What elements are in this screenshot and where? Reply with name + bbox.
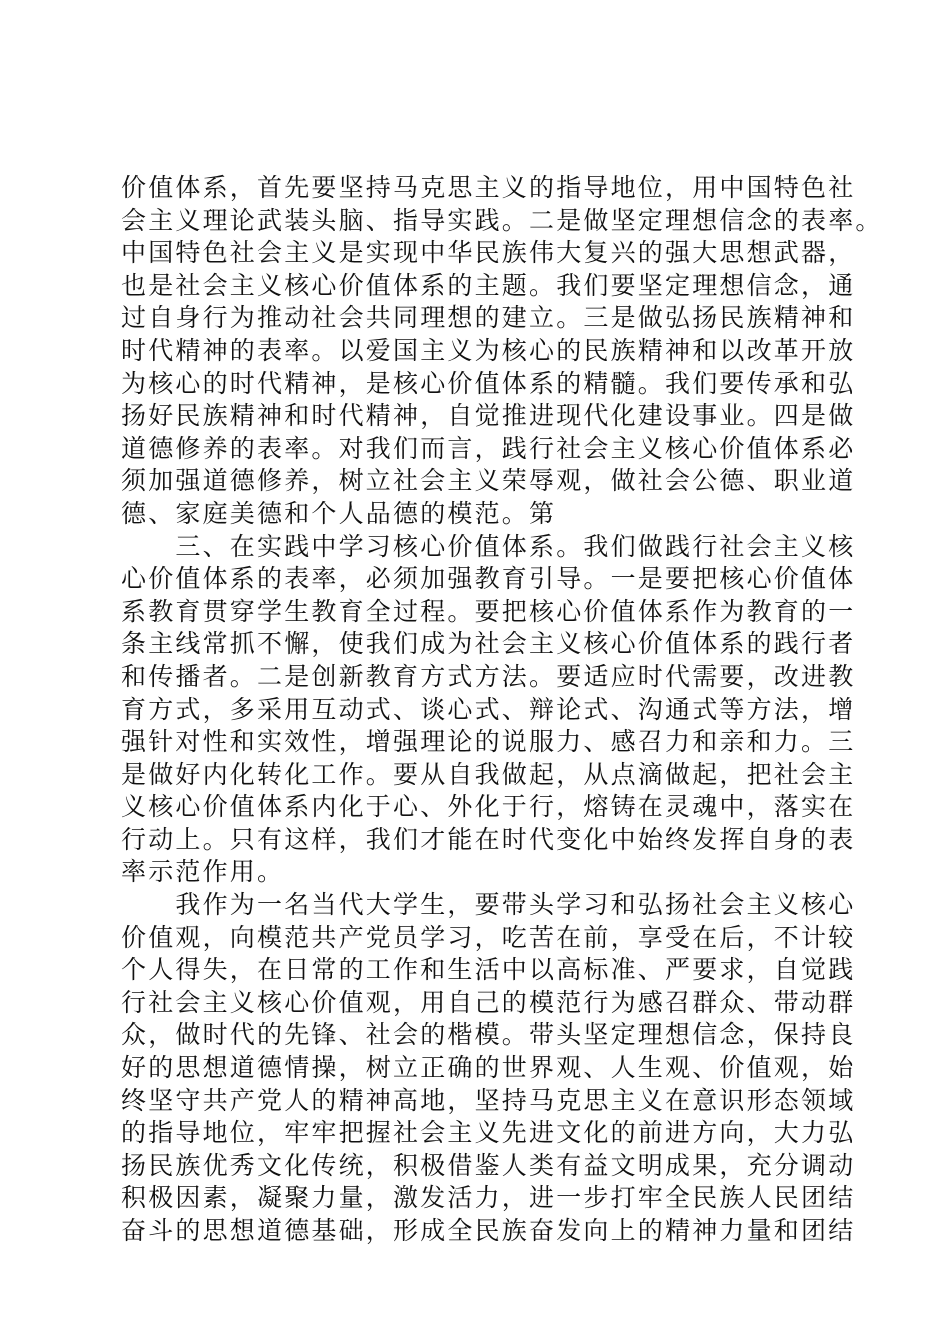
text-line: 个人得失，在日常的工作和生活中以高标准、严要求，自觉践 xyxy=(121,955,856,985)
text-line: 也是社会主义核心价值体系的主题。我们要坚定理想信念，通 xyxy=(121,270,856,300)
text-line: 强针对性和实效性，增强理论的说服力、感召力和亲和力。三 xyxy=(121,727,856,757)
text-line: 须加强道德修养，树立社会主义荣辱观，做社会公德、职业道 xyxy=(121,466,856,496)
text-line: 好的思想道德情操，树立正确的世界观、人生观、价值观，始 xyxy=(121,1053,856,1083)
text-line: 系教育贯穿学生教育全过程。要把核心价值体系作为教育的一 xyxy=(121,596,856,626)
text-line: 行动上。只有这样，我们才能在时代变化中始终发挥自身的表 xyxy=(121,824,856,854)
text-line: 条主线常抓不懈，使我们成为社会主义核心价值体系的践行者 xyxy=(121,629,856,659)
text-line: 是做好内化转化工作。要从自我做起，从点滴做起，把社会主 xyxy=(121,759,856,789)
text-line: 奋斗的思想道德基础，形成全民族奋发向上的精神力量和团结 xyxy=(121,1216,856,1245)
text-line: 积极因素，凝聚力量，激发活力，进一步打牢全民族人民团结 xyxy=(121,1183,856,1213)
text-line: 扬民族优秀文化传统，积极借鉴人类有益文明成果，充分调动 xyxy=(121,1150,856,1180)
text-line: 德、家庭美德和个人品德的模范。第 xyxy=(121,498,557,528)
text-line: 会主义理论武装头脑、指导实践。二是做坚定理想信念的表率。 xyxy=(121,205,883,235)
text-line: 时代精神的表率。以爱国主义为核心的民族精神和以改革开放 xyxy=(121,335,856,365)
text-line: 的指导地位，牢牢把握社会主义先进文化的前进方向，大力弘 xyxy=(121,1118,856,1148)
text-line: 众，做时代的先锋、社会的楷模。带头坚定理想信念，保持良 xyxy=(121,1020,856,1050)
text-line: 过自身行为推动社会共同理想的建立。三是做弘扬民族精神和 xyxy=(121,303,856,333)
text-line: 扬好民族精神和时代精神，自觉推进现代化建设事业。四是做 xyxy=(121,401,856,431)
text-line: 育方式，多采用互动式、谈心式、辩论式、沟通式等方法，增 xyxy=(121,694,856,724)
text-line: 中国特色社会主义是实现中华民族伟大复兴的强大思想武器， xyxy=(121,238,856,268)
text-line: 为核心的时代精神，是核心价值体系的精髓。我们要传承和弘 xyxy=(121,368,856,398)
text-line: 我作为一名当代大学生，要带头学习和弘扬社会主义核心 xyxy=(121,890,856,920)
paragraph-3 xyxy=(121,889,856,1248)
text-line: 义核心价值体系内化于心、外化于行，熔铸在灵魂中，落实在 xyxy=(121,792,856,822)
text-line: 心价值体系的表率，必须加强教育引导。一是要把核心价值体 xyxy=(121,564,856,594)
body-text xyxy=(121,172,883,1248)
text-line: 道德修养的表率。对我们而言，践行社会主义核心价值体系必 xyxy=(121,433,856,463)
text-line: 行社会主义核心价值观，用自己的模范行为感召群众、带动群 xyxy=(121,987,856,1017)
text-line: 终坚守共产党人的精神高地，坚持马克思主义在意识形态领域 xyxy=(121,1085,856,1115)
text-line: 三、在实践中学习核心价值体系。我们做践行社会主义核 xyxy=(121,531,856,561)
paragraph-1 xyxy=(121,172,883,531)
text-line: 和传播者。二是创新教育方式方法。要适应时代需要，改进教 xyxy=(121,661,856,691)
text-line: 价值观，向模范共产党员学习，吃苦在前，享受在后，不计较 xyxy=(121,922,856,952)
text-line: 率示范作用。 xyxy=(121,857,285,887)
paragraph-2 xyxy=(121,531,856,890)
text-line: 价值体系，首先要坚持马克思主义的指导地位，用中国特色社 xyxy=(121,173,856,202)
